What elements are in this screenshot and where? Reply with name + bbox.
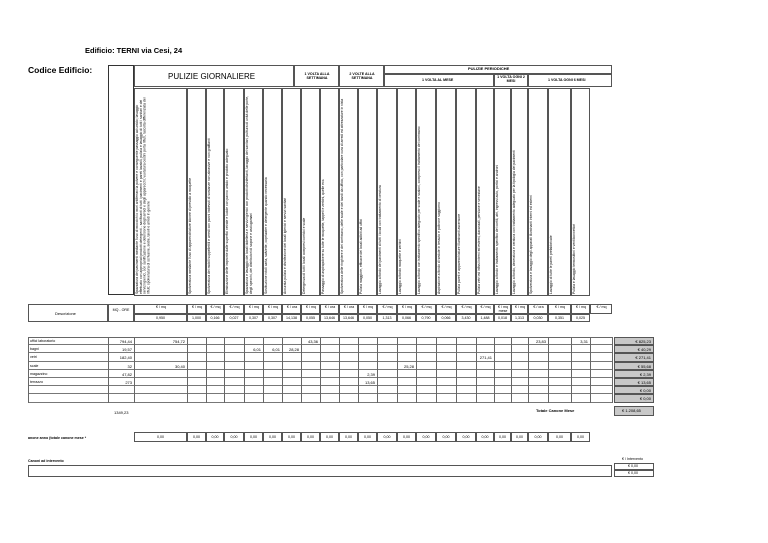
unit-label: € / mq xyxy=(192,305,202,309)
task-desc-20: Lavaggio di tutte le pareti prefabbricate xyxy=(549,235,553,294)
task-desc-16: Pulizia vetri ed infissi interni ed esterni, davanzali, persiane e veneziane xyxy=(477,186,481,294)
grid-line xyxy=(244,337,245,403)
annual-value: 0,00 xyxy=(288,435,295,439)
row-total: € 13,65 xyxy=(637,380,651,385)
unit-label: € / mq xyxy=(363,305,373,309)
task-desc-18: Lavaggio a fondo, deceratura e ceratura con trattamento adeguato per la tipologia dei pavimenti xyxy=(512,150,516,294)
unit-label: € / mq xyxy=(229,305,240,309)
price-value: 0,307 xyxy=(268,316,277,320)
daily-title: PULIZIE GIORNALIERE xyxy=(168,72,256,81)
row-total: € 825,23 xyxy=(635,339,651,344)
price-value: 0,790 xyxy=(421,316,431,320)
unit-label: € / mq xyxy=(156,305,166,309)
price-value: 1,000 xyxy=(192,316,201,320)
task-desc-10: Pulizia maggiore, efficace dei locali adibiti ad uffici xyxy=(359,218,363,294)
desc-header-label: Descrizione xyxy=(55,311,76,316)
annual-value: 0,00 xyxy=(499,435,506,439)
task-desc-17: Lavaggio a fondo e trattamento specifico dei cortili, atri, ingressi auto, portici e androni xyxy=(495,164,499,294)
unit-label: € / mq xyxy=(596,305,607,309)
grid-line xyxy=(282,337,283,403)
row-mq: 273 xyxy=(125,380,132,385)
grid-line xyxy=(206,337,207,403)
periodic-title: PULIZIE PERIODICHE xyxy=(468,66,510,71)
price-value: 13,646 xyxy=(324,316,335,320)
price-value: 0,166 xyxy=(210,316,220,320)
price-value: 0,018 xyxy=(498,316,507,320)
row-mq: 794,44 xyxy=(119,339,132,344)
grid-line xyxy=(320,337,321,403)
row-total: € 271,41 xyxy=(635,355,651,361)
monthly-title: 1 VOLTA AL MESE xyxy=(422,78,454,82)
grid-line xyxy=(358,337,359,403)
row-value: 25,28 xyxy=(403,363,414,369)
grid-line xyxy=(28,337,612,338)
price-value: 0,351 xyxy=(555,316,564,320)
annual-value: 0,00 xyxy=(556,435,563,439)
row-name: uffici laboratorio xyxy=(30,339,56,343)
grid-line xyxy=(548,337,549,403)
grid-line xyxy=(590,337,591,403)
annual-value: 0,00 xyxy=(307,435,314,439)
row-mq: 182,40 xyxy=(119,355,132,361)
row-total: € 40,29 xyxy=(637,347,651,353)
row-mq: 32 xyxy=(127,363,132,369)
total-mq: 1349,23 xyxy=(114,410,129,415)
grid-line xyxy=(28,337,29,403)
weekly1-title: 1 VOLTA ALLA SETTIMANA xyxy=(304,72,330,80)
task-desc-9: Spolveratura delle ringhiere e dei corrimano, delle scale e dei tavoli da ufficio, con particolare cura di arredi ed attrezzature in vista xyxy=(340,98,344,294)
row-value: 6,01 xyxy=(272,347,280,353)
price-value: 13,646 xyxy=(343,316,354,320)
grid-line xyxy=(476,337,477,403)
row-value: 754,72 xyxy=(172,339,185,344)
annual-label: anone anno (totale canone mese * xyxy=(28,436,87,440)
unit-label: € / mq xyxy=(515,305,525,309)
unit-label: € / mq xyxy=(402,305,412,309)
grid-line xyxy=(377,337,378,403)
annual-value: 0,00 xyxy=(269,435,276,439)
task-desc-13: Lavaggio a fondo con trattamento specifico adeguato per scale e scaloni, compreso il trattamento dei corrimano xyxy=(417,126,421,294)
grid-line xyxy=(301,337,302,403)
intervento-val-1: € 0,00 xyxy=(628,464,638,468)
grid-line xyxy=(134,337,135,403)
price-value: 0,025 xyxy=(576,316,585,320)
row-name: magazzino xyxy=(30,371,48,376)
annual-value: 0,00 xyxy=(481,435,489,439)
price-value: 0,307 xyxy=(249,316,258,320)
price-value: 0,066 xyxy=(441,316,451,320)
task-desc-2: Spolveratura dei mobili suppellettili e arredi con panni imbevuti di sostanze non abrasive e non graffianti xyxy=(207,138,211,294)
unit-label: € / ora xyxy=(324,305,336,309)
grid-line xyxy=(436,337,437,403)
row-mq: 47,82 xyxy=(121,371,132,377)
row-mq: 19,57 xyxy=(121,347,132,353)
six-months-title: 1 VOLTA OGNI 6 MESI xyxy=(548,78,586,82)
row-name: bagni xyxy=(30,347,39,352)
annual-value: 0,00 xyxy=(462,435,470,439)
code-label: Codice Edificio: xyxy=(28,65,93,75)
price-value: 1,313 xyxy=(382,316,392,320)
row-value: 13,65 xyxy=(364,380,375,385)
unit-label: € / mq mese xyxy=(498,305,508,313)
task-desc-21: Pulizia e lavaggio termosifoni e ventilconvettori xyxy=(572,223,576,294)
unit-label: € / mq xyxy=(249,305,259,309)
task-desc-1: Spolveratura mediante l'uso di apparecchiature idonee di presidio a moquette xyxy=(188,177,192,294)
task-desc-19: Spolveratura e lavaggio degli apparati illuminanti interni ed esterni xyxy=(529,195,533,294)
grid-line xyxy=(263,337,264,403)
unit-label: € / mq xyxy=(421,305,432,309)
annual-value: 0,00 xyxy=(157,435,164,439)
row-total: € 0,00 xyxy=(639,388,651,394)
annual-value: 0,00 xyxy=(211,435,219,439)
row-value: 6,01 xyxy=(253,347,261,353)
row-value: 271,41 xyxy=(479,355,492,361)
unit-label: € / ora xyxy=(533,305,544,309)
grid-line xyxy=(494,337,495,403)
unit-label: € / ora xyxy=(286,305,298,309)
annual-value: 0,00 xyxy=(422,435,430,439)
price-value: 0,066 xyxy=(402,316,411,320)
unit-label: € / mq xyxy=(268,305,278,309)
price-value: 0,030 xyxy=(533,316,543,320)
unit-label: € / mq xyxy=(480,305,491,309)
grid-line xyxy=(612,337,613,403)
annual-value: 0,00 xyxy=(250,435,257,439)
weekly2-title: 2 VOLTE ALLA SETTIMANA xyxy=(349,72,375,80)
unit-label: € / mq xyxy=(461,305,472,309)
price-value: 0,950 xyxy=(156,316,165,320)
row-total: € 0,00 xyxy=(639,396,651,402)
annual-value: 0,00 xyxy=(534,435,542,439)
row-value: 28,28 xyxy=(288,347,299,353)
annual-value: 0,00 xyxy=(193,435,200,439)
unit-label: € / mq xyxy=(382,305,393,309)
annual-value: 0,00 xyxy=(364,435,371,439)
row-value: 30,40 xyxy=(174,363,185,369)
annual-value: 0,00 xyxy=(326,435,333,439)
grid-line xyxy=(571,337,572,403)
row-value: 2,39 xyxy=(367,371,375,377)
grid-line xyxy=(339,337,340,403)
row-name: scale xyxy=(30,363,39,368)
price-value: 1,313 xyxy=(515,316,524,320)
grid-line xyxy=(187,337,188,403)
price-value: 0,055 xyxy=(306,316,315,320)
annual-value: 0,00 xyxy=(442,435,450,439)
intervento-label: Canoni ad intervento xyxy=(28,459,64,463)
mq-header xyxy=(108,304,134,322)
task-desc-8: Passaggio di aspirapolvere su tutte le moquette, tappeti e zerbini, quelle ecc. xyxy=(321,178,325,294)
code-field[interactable] xyxy=(108,65,134,295)
intervento-unit: € / Intervento xyxy=(622,457,643,461)
unit-label: € / mq xyxy=(555,305,565,309)
grid-line xyxy=(416,337,417,403)
annual-value: 0,00 xyxy=(383,435,391,439)
task-desc-0: Spazzatura dei pavimenti mediante l'uso di moccichi o mori antiferravi la polvere e conseguente passaggio ad umido; lavaggio effettuato con appropriati prodotti detergenti - sanificanti di tutti i pavimenti e pareti lavabili, pulizia e lavaggio di tutti i sanitari e dei servizi igienici, con sanificazione e detersione degli arredi e degli apparecchi; vuotatura cestini porta rifiuti, raccolta differenziata dei rifiuti; spolveratura di scrivanie, sedie, tavoli e arredi in genere xyxy=(135,97,151,294)
row-name: vetri xyxy=(30,355,37,360)
building-title: Edificio: TERNI via Cesi, 24 xyxy=(85,46,183,55)
price-value: 14,138 xyxy=(286,316,297,320)
task-desc-4: Spazzatura e lavaggio dei locali bidelleria e servizi igienici con prodotti disinfettanti, lavaggio dei sanitari, pulitura di unità delle porte, degli specchi, dei distributori di sapone e asciugamani xyxy=(245,95,253,294)
annual-value: 0,00 xyxy=(403,435,410,439)
price-value: 0,027 xyxy=(229,316,239,320)
unit-label: € / mq xyxy=(576,305,586,309)
row-value: 43,36 xyxy=(307,339,318,344)
canone-value: € 1.208,65 xyxy=(622,408,641,413)
unit-label: € / ora xyxy=(343,305,355,309)
row-total: € 2,39 xyxy=(639,371,651,377)
annual-value: 0,00 xyxy=(516,435,523,439)
task-desc-15: Pulizia pareti e apparecchiature illuminanti ascensore xyxy=(457,213,461,294)
row-value: 23,83 xyxy=(535,339,546,344)
price-value: 0,050 xyxy=(363,316,372,320)
task-desc-12: Lavaggio a fondo moquette e zerbini xyxy=(398,239,402,294)
row-total: € 55,68 xyxy=(637,363,651,369)
annual-value: 0,00 xyxy=(345,435,352,439)
price-value: 1,488 xyxy=(480,316,490,320)
grid-line xyxy=(397,337,398,403)
task-desc-7: Detergenza di tutti i locali compresi corridoi e scale xyxy=(302,217,306,294)
task-desc-11: Lavaggio a fondo dei pavimenti di tutti i locali con trattamento di ceratura xyxy=(378,185,382,294)
task-desc-6: Accurata pulizia e disinfezione dei locali igienici e servizi sanitari xyxy=(283,197,287,294)
grid-line xyxy=(224,337,225,403)
intervento-grid xyxy=(28,465,612,477)
task-desc-5: Sostituzione rotoli carta, salviette, copriwater e detergente quando necessaria xyxy=(264,177,268,294)
task-desc-3: Eliminazione delle impronte dalle superfici vetrate e lucide con panno umido e prodotto adeguato xyxy=(225,148,229,294)
row-name: terrazzo xyxy=(30,380,43,384)
grid-line xyxy=(108,337,109,403)
unit-label: € / mq xyxy=(441,305,452,309)
row-value: 3,31 xyxy=(580,339,588,344)
grid-line xyxy=(456,337,457,403)
annual-value: 0,00 xyxy=(577,435,584,439)
unit-label: € / mq xyxy=(210,305,221,309)
annual-value: 0,00 xyxy=(230,435,238,439)
canone-label: Totale Canone Mese xyxy=(536,408,575,413)
unit-label: € / mq xyxy=(306,305,316,309)
intervento-val-2: € 0,00 xyxy=(628,471,638,475)
bimonthly-title: 1 VOLTA OGNI 2 MESI xyxy=(497,75,525,83)
price-value: 3,430 xyxy=(461,316,471,320)
grid-line xyxy=(528,337,529,403)
mq-header-label: MQ - ORE xyxy=(112,308,130,312)
grid-line xyxy=(511,337,512,403)
task-desc-14: Aspirazione a fondo di sedute in tessuto e poltrone soggiorno xyxy=(437,202,441,294)
